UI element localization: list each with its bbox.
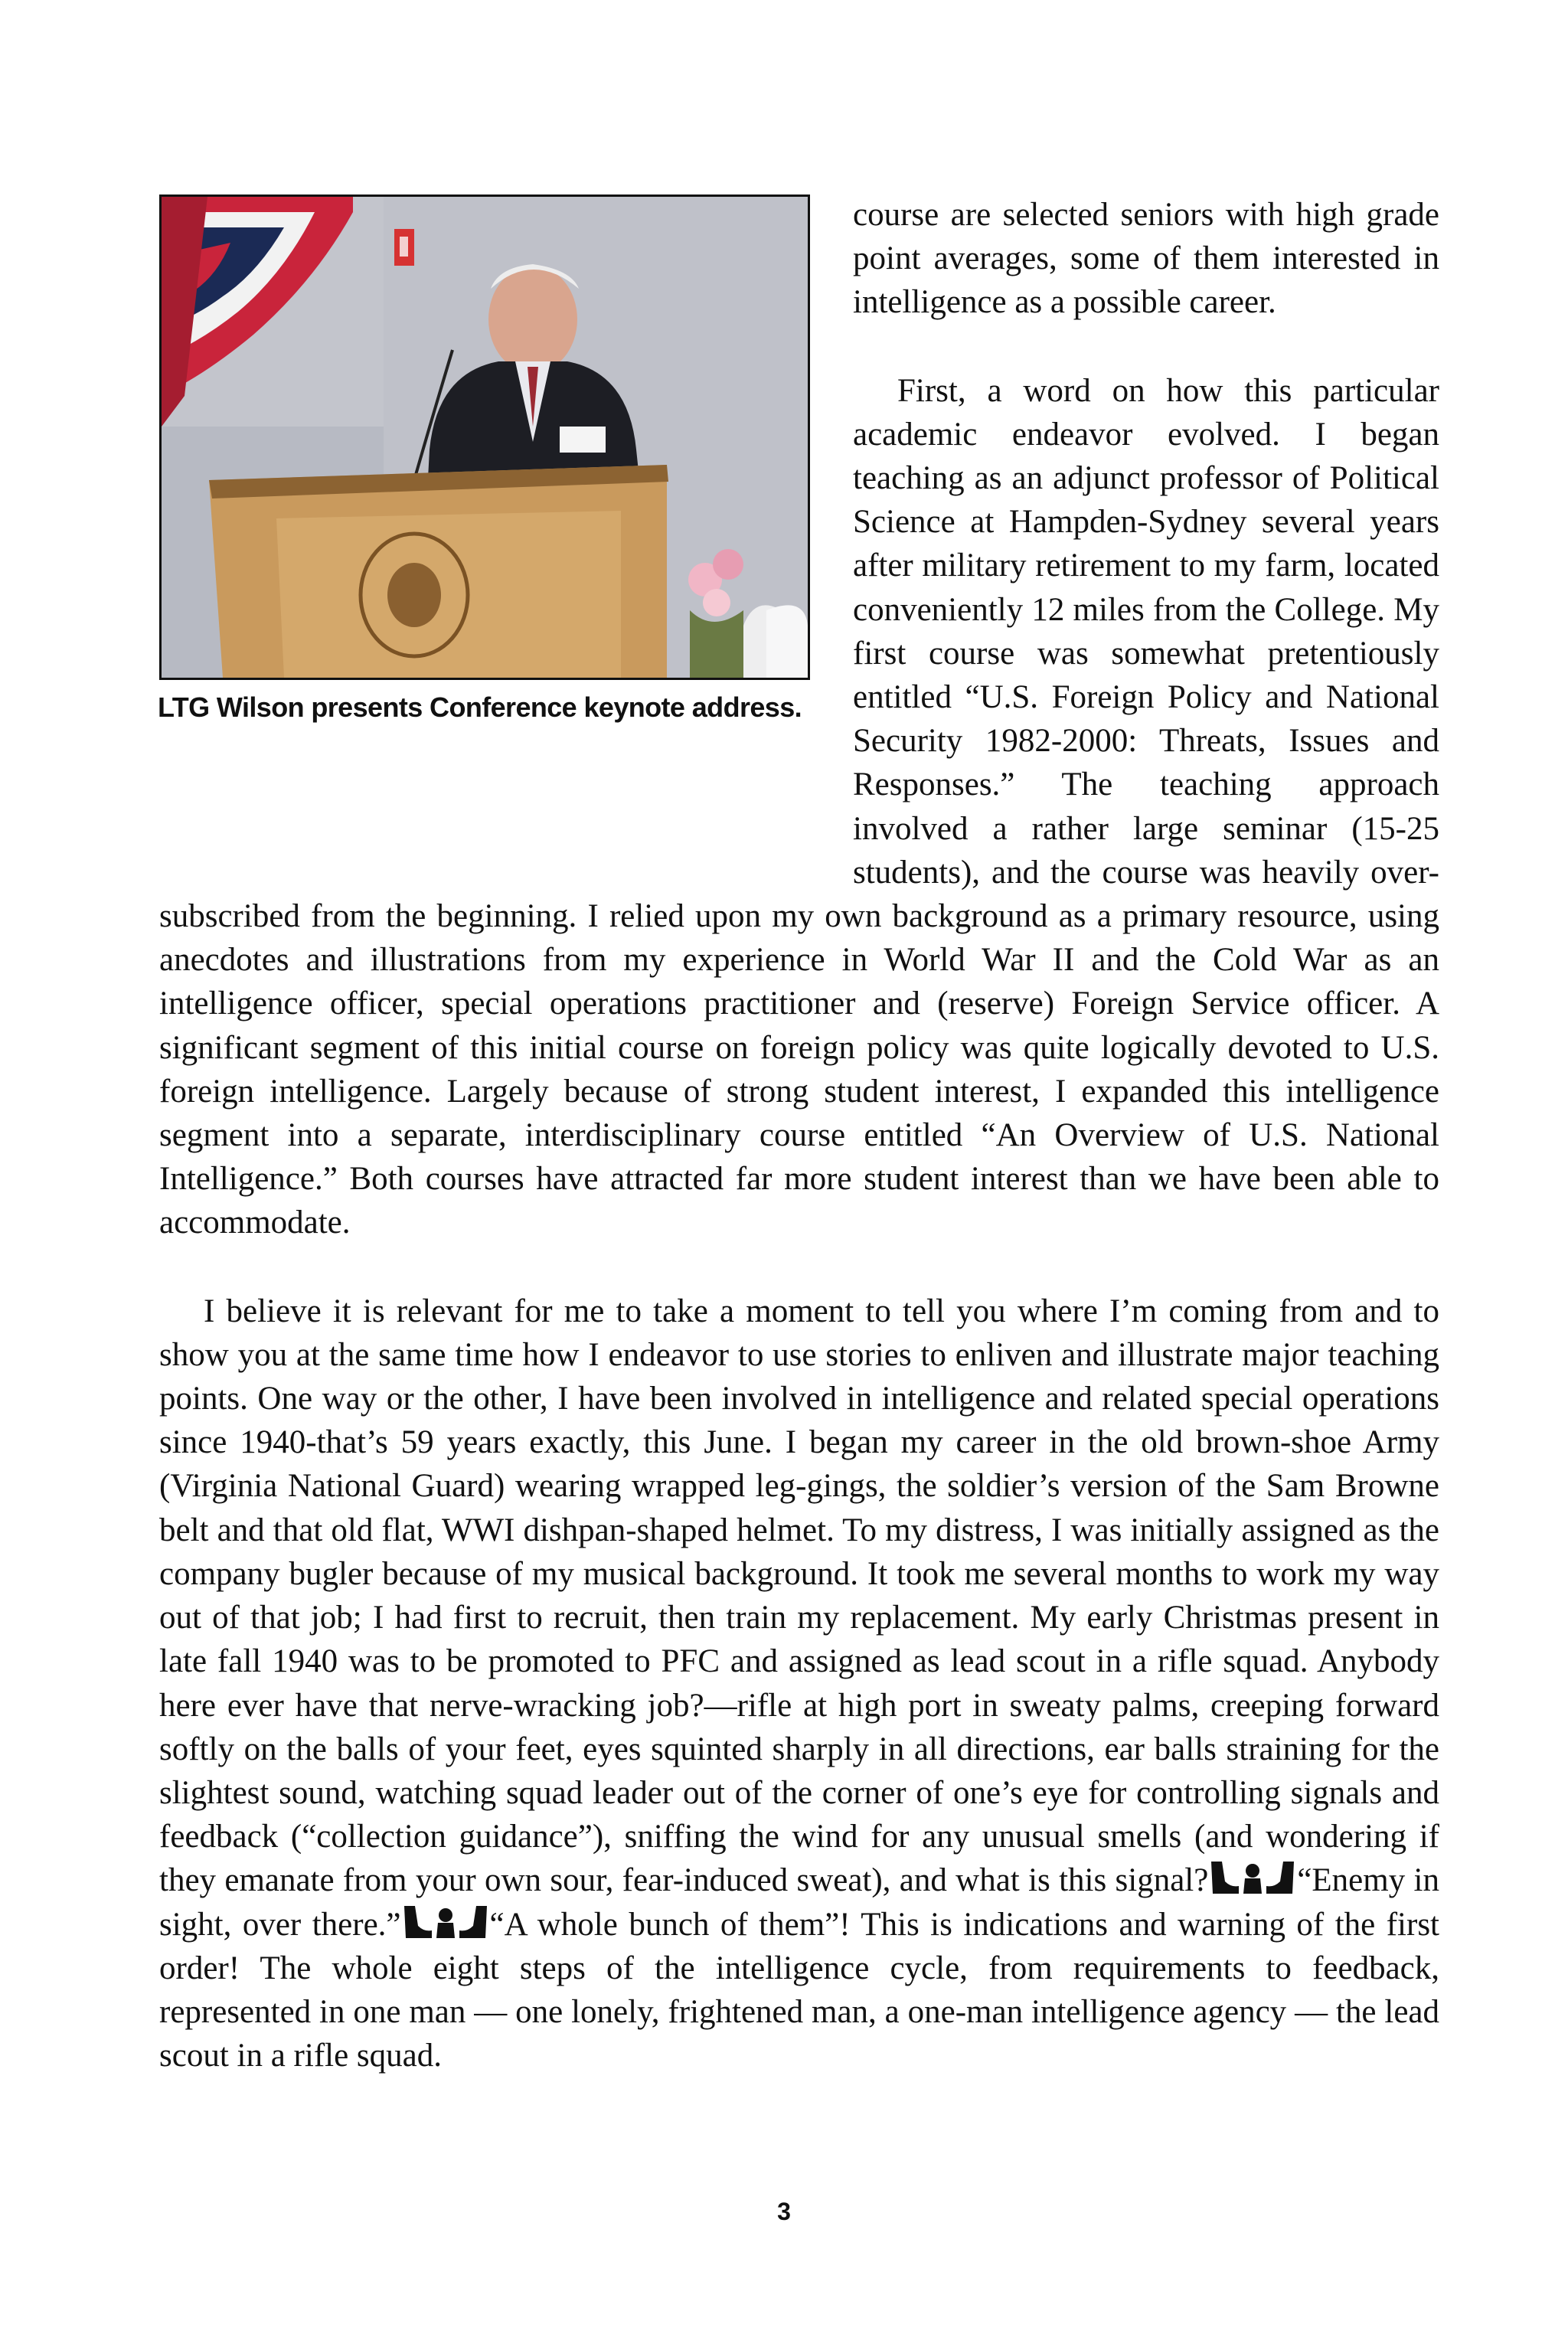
hand-signal-glyph-icon — [401, 1903, 490, 1940]
paragraph-3-part-1: I believe it is relevant for me to take a moment to tell you where I’m coming from and to show you at the same time how I endeavor to use stories to enliven and illustrate major teaching points. One way or the other, I have been involved in intelligence and related special operations since 1940-that’s 59 years exactly, this June. I began my career in the old brown-shoe Army (Virginia National Guard) wearing wrapped leg-gings, the soldier’s version of the Sam Browne belt and that old flat, WWI dishpan-shaped helmet. To my distress, I was initially assigned as the company bugler because of my musical background. It took me several months to work my way out of that job; I had first to recruit, then train my replacement. My early Christmas present in late fall 1940 was to be promoted to PFC and assigned as lead scout in a rifle squad. Anybody here ever have that nerve-wracking job?—rifle at high port in sweaty palms, creeping forward softly on the balls of your feet, eyes squinted sharply in all directions, ear balls straining for the slightest sound, watching squad leader out of the corner of one’s eye for controlling signals and feedback (“collection guidance”), sniffing the wind for any unusual smells (and wondering if they emanate from your own sour, fear-induced sweat), and what is this signal? — [159, 1293, 1439, 1899]
photo-figure — [159, 193, 810, 868]
page-number: 3 — [777, 2198, 791, 2225]
photo-caption: LTG Wilson presents Conference keynote address. — [158, 691, 802, 723]
paragraph-3 — [159, 1290, 1439, 2078]
hand-signal-glyph-icon — [1208, 1858, 1297, 1895]
paragraph-3-part-3: “A whole bunch of them”! This is indications and warning of the first order! The whole eight steps of the intelligence cycle, from requirements to feedback, represented in one man — one lonely, frightened man, a one-man intelligence agency — the lead scout in a rifle squad. — [159, 1906, 1439, 2074]
keynote-photo — [159, 194, 810, 680]
page-body — [159, 193, 1439, 2077]
paragraph-1: course are selected seniors with high grade point averages, some of them interested in intelligence as a possible career. — [853, 197, 1439, 321]
paragraph-3-part-2: “Enemy in sight, over there.” — [159, 1862, 1439, 1943]
paragraph-2: First, a word on how this particular academic endeavor evolved. I began teaching as an adjunct professor of Political Science at Hampden-Sydney several years after military retirement to my farm, located conveniently 12 miles from the College. My first course was somewhat pretentiously entitled “U.S. Foreign Policy and National Security 1982-2000: Threats, Issues and Responses.” The teaching approach involved a rather large seminar (15-25 students), and the course was heavily over-subscribed from the beginning. I relied upon my own background as a primary resource, using anecdotes and illustrations from my experience in World War II and the Cold War as an intelligence officer, special operations practitioner and (reserve) Foreign Service officer. A significant segment of this initial course on foreign policy was quite logically devoted to U.S. foreign intelligence. Largely because of strong student interest, I expanded this intelligence segment into a separate, interdisciplinary course entitled “An Overview of U.S. National Intelligence.” Both courses have attracted far more student interest than we have been able to accommodate. — [159, 372, 1439, 1241]
